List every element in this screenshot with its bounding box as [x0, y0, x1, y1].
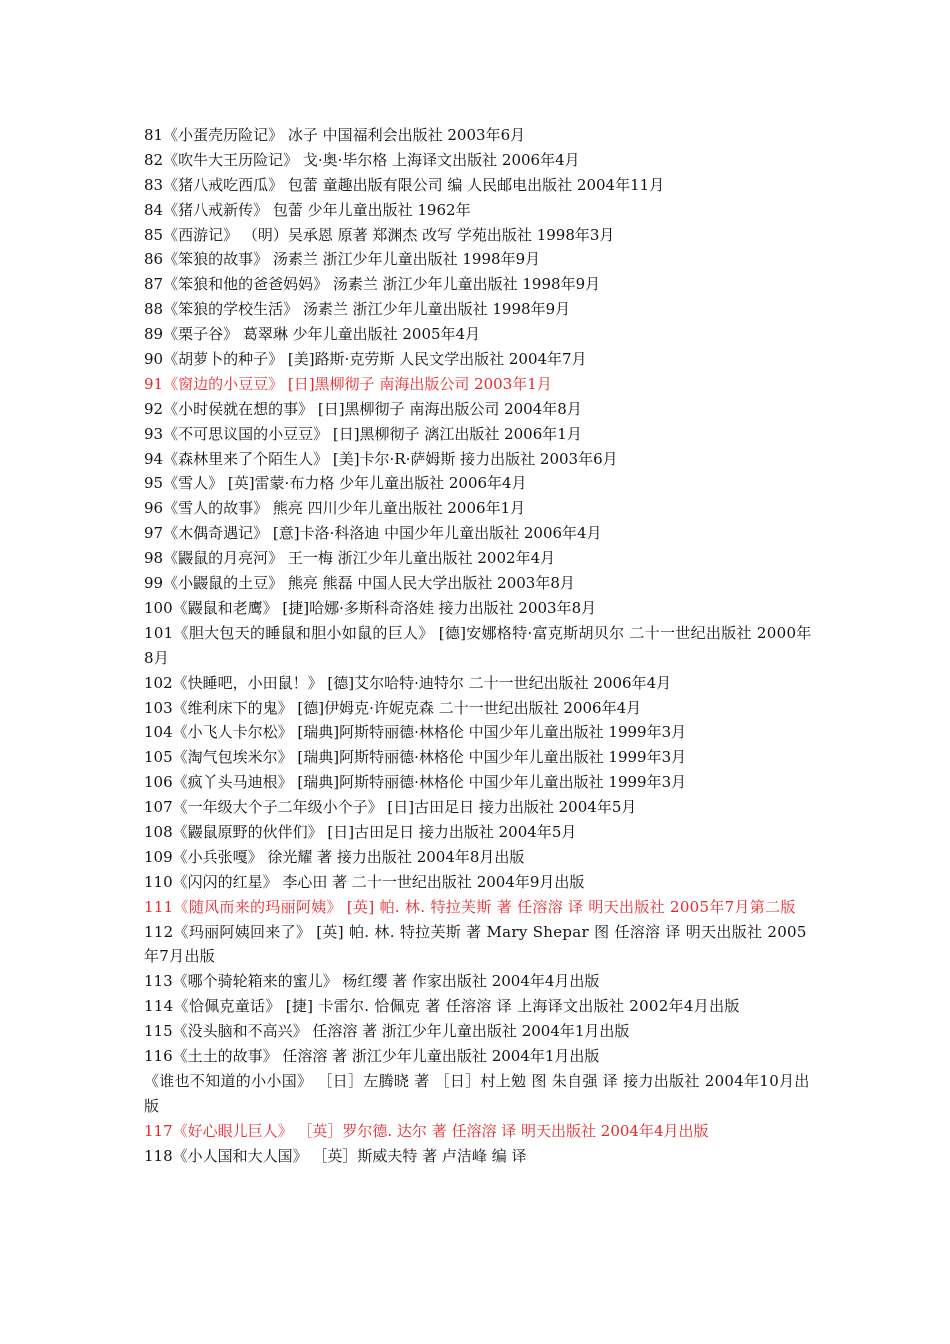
book-entry: 91《窗边的小豆豆》 [日]黑柳彻子 南海出版公司 2003年1月 — [144, 374, 552, 393]
book-entry: 99《小鼹鼠的土豆》 熊亮 熊磊 中国人民大学出版社 2003年8月 — [144, 574, 575, 593]
book-entry: 86《笨狼的故事》 汤素兰 浙江少年儿童出版社 1998年9月 — [144, 250, 541, 269]
book-entry: 107《一年级大个子二年级小个子》 [日]古田足日 接力出版社 2004年5月 — [144, 798, 637, 817]
book-entry: 93《不可思议国的小豆豆》 [日]黑柳彻子 漓江出版社 2006年1月 — [144, 424, 582, 443]
book-entry: 110《闪闪的红星》 李心田 著 二十一世纪出版社 2004年9月出版 — [144, 872, 585, 891]
book-entry: 83《猪八戒吃西瓜》 包蕾 童趣出版有限公司 编 人民邮电出版社 2004年11月 — [144, 175, 665, 194]
book-entry: 109《小兵张嘎》 徐光耀 著 接力出版社 2004年8月出版 — [144, 847, 525, 866]
book-entry: 112《玛丽阿姨回来了》 [英] 帕. 林. 特拉芙斯 著 Mary Shepar 图 任溶溶 译 明天出版社 2005年7月出版 — [144, 922, 807, 966]
book-entry: 100《鼹鼠和老鹰》 [捷]哈娜·多斯科奇洛娃 接力出版社 2003年8月 — [144, 598, 597, 617]
book-entry: 118《小人国和大人国》 ［英］斯威夫特 著 卢洁峰 编 译 — [144, 1146, 527, 1165]
book-entry: 111《随风而来的玛丽阿姨》 [英] 帕. 林. 特拉芙斯 著 任溶溶 译 明天出版社 2005年7月第二版 — [144, 897, 796, 916]
book-entry: 85《西游记》 （明）吴承恩 原著 郑渊杰 改写 学苑出版社 1998年3月 — [144, 225, 615, 244]
book-entry: 96《雪人的故事》 熊亮 四川少年儿童出版社 2006年1月 — [144, 499, 526, 518]
book-entry: 94《森林里来了个陌生人》 [美]卡尔·R·萨姆斯 接力出版社 2003年6月 — [144, 449, 618, 468]
book-entry: 105《淘气包埃米尔》 [瑞典]阿斯特丽德·林格伦 中国少年儿童出版社 1999年3月 — [144, 748, 687, 767]
book-entry: 95《雪人》 [英]雷蒙·布力格 少年儿童出版社 2006年4月 — [144, 474, 527, 493]
book-entry: 82《吹牛大王历险记》 戈·奥·毕尔格 上海译文出版社 2006年4月 — [144, 150, 580, 169]
book-entry: 115《没头脑和不高兴》 任溶溶 著 浙江少年儿童出版社 2004年1月出版 — [144, 1022, 630, 1041]
book-entry: 106《疯丫头马迪根》 [瑞典]阿斯特丽德·林格伦 中国少年儿童出版社 1999年3月 — [144, 773, 687, 792]
book-entry: 88《笨狼的学校生活》 汤素兰 浙江少年儿童出版社 1998年9月 — [144, 300, 571, 319]
book-entry: 97《木偶奇遇记》 [意]卡洛·科洛迪 中国少年儿童出版社 2006年4月 — [144, 524, 602, 543]
book-entry: 113《哪个骑轮箱来的蜜儿》 杨红缨 著 作家出版社 2004年4月出版 — [144, 972, 600, 991]
book-entry: 81《小蛋壳历险记》 冰子 中国福利会出版社 2003年6月 — [144, 126, 526, 144]
book-entry: 90《胡萝卜的种子》 [美]路斯·克劳斯 人民文学出版社 2004年7月 — [144, 350, 587, 369]
book-entry: 108《鼹鼠原野的伙伴们》 [日]古田足日 接力出版社 2004年5月 — [144, 822, 577, 841]
book-entry: 101《胆大包天的睡鼠和胆小如鼠的巨人》 [德]安娜格特·富克斯胡贝尔 二十一世纪出版社 2000年8月 — [144, 623, 812, 667]
book-entry: 104《小飞人卡尔松》 [瑞典]阿斯特丽德·林格伦 中国少年儿童出版社 1999年3月 — [144, 723, 687, 742]
book-entry: 102《快睡吧，小田鼠！》 [德]艾尔哈特·迪特尔 二十一世纪出版社 2006年4月 — [144, 673, 672, 692]
book-entry: 92《小时侯就在想的事》 [日]黑柳彻子 南海出版公司 2004年8月 — [144, 399, 582, 418]
book-entry: 114《恰佩克童话》 [捷] 卡雷尔. 恰佩克 著 任溶溶 译 上海译文出版社 2002年4月出版 — [144, 997, 740, 1016]
book-entry: 117《好心眼儿巨人》 ［英］罗尔德. 达尔 著 任溶溶 译 明天出版社 2004年4月出版 — [144, 1121, 709, 1140]
book-entry: 103《维利床下的鬼》 [德]伊姆克·许妮克森 二十一世纪出版社 2006年4月 — [144, 698, 642, 717]
book-entry: 84《猪八戒新传》 包蕾 少年儿童出版社 1962年 — [144, 200, 471, 219]
book-entry: 98《鼹鼠的月亮河》 王一梅 浙江少年儿童出版社 2002年4月 — [144, 549, 556, 568]
book-entry: 89《栗子谷》 葛翠琳 少年儿童出版社 2005年4月 — [144, 325, 481, 344]
book-list — [144, 123, 812, 1169]
book-entry: 87《笨狼和他的爸爸妈妈》 汤素兰 浙江少年儿童出版社 1998年9月 — [144, 275, 601, 294]
book-entry: 116《土土的故事》 任溶溶 著 浙江少年儿童出版社 2004年1月出版 — [144, 1047, 600, 1066]
book-entry: 《谁也不知道的小小国》 ［日］左腾晓 著 ［日］村上勉 图 朱自强 译 接力出版社 2004年10月出版 — [144, 1071, 810, 1115]
